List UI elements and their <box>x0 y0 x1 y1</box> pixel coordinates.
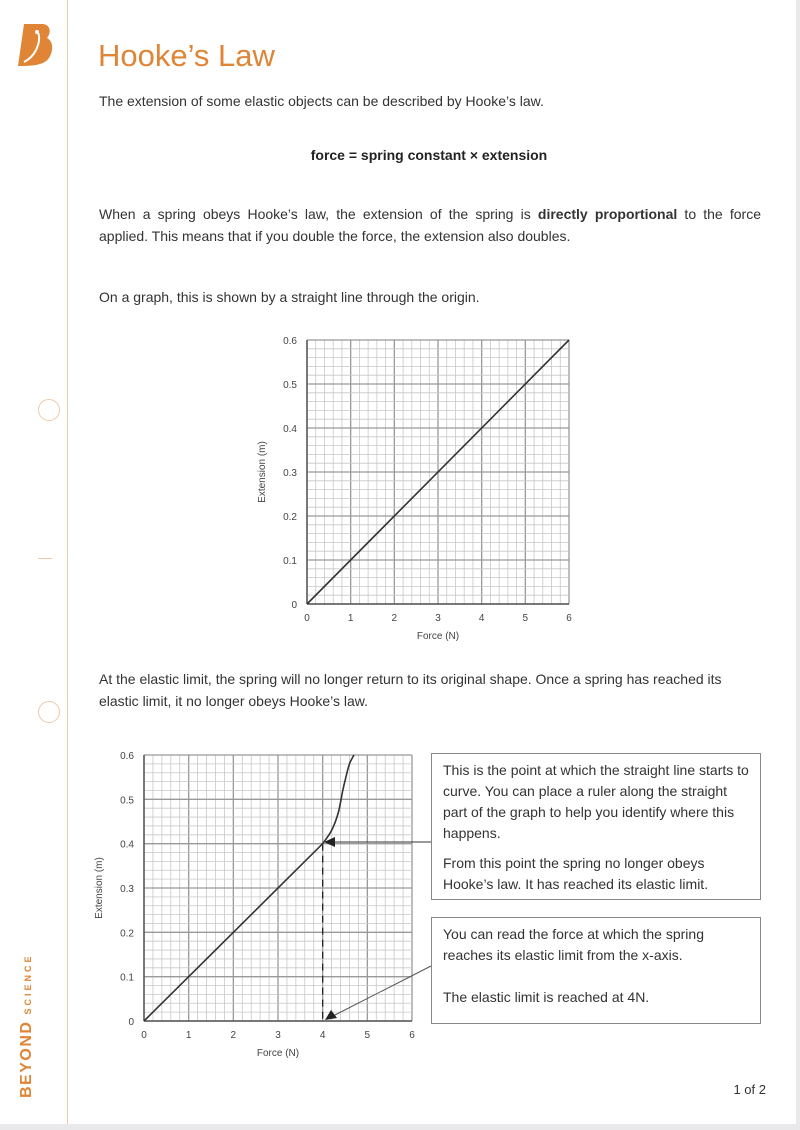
x-axis-label: Force (N) <box>416 631 460 642</box>
x-tick-label: 0 <box>141 1030 147 1041</box>
chart-elastic-limit <box>90 745 430 1075</box>
y-tick-label: 0.4 <box>283 424 297 435</box>
x-tick-label: 2 <box>230 1030 237 1041</box>
elastic-limit-paragraph: At the elastic limit, the spring will no longer return to its original shape. Once a spring has reached its elastic limit, it no longer obeys Hooke’s law. <box>99 671 722 709</box>
y-tick-label: 0.3 <box>283 468 297 479</box>
x-tick-label: 0 <box>304 613 310 624</box>
formula: force = spring constant × extension <box>310 147 548 163</box>
chart-linear <box>250 330 580 650</box>
callout-text: The elastic limit is reached at 4N. <box>443 989 650 1005</box>
page-number: 1 of 2 <box>733 1082 766 1097</box>
y-axis-label: Extension (m) <box>94 857 105 919</box>
callout-text: You can read the force at which the spring reaches its elastic limit from the x-axis. <box>443 926 704 963</box>
margin-line <box>67 0 68 1124</box>
page-title: Hooke’s Law <box>98 38 275 73</box>
y-tick-label: 0.3 <box>120 884 134 895</box>
bold-term: directly proportional <box>537 206 678 222</box>
x-axis-label: Force (N) <box>256 1048 300 1059</box>
beyond-b-logo-icon <box>16 22 54 68</box>
y-tick-label: 0.6 <box>283 336 297 347</box>
x-tick-label: 1 <box>347 613 354 624</box>
callout-curve-point <box>431 753 761 900</box>
x-tick-label: 6 <box>409 1030 415 1041</box>
y-tick-label: 0 <box>291 600 297 611</box>
binder-hole <box>38 399 60 421</box>
callout-read-force <box>431 917 761 1024</box>
x-tick-label: 5 <box>522 613 529 624</box>
y-tick-label: 0.5 <box>283 380 297 391</box>
y-tick-label: 0.5 <box>120 795 134 807</box>
y-tick-label: 0.1 <box>120 972 134 984</box>
y-tick-label: 0.2 <box>120 928 134 940</box>
proportional-paragraph <box>99 203 761 247</box>
y-tick-label: 0.2 <box>283 512 297 523</box>
brand-name: BEYOND <box>18 1020 35 1098</box>
y-tick-label: 0.6 <box>120 751 134 762</box>
text-run: to the force applied. This means that if you double the force, the extension also doubles. <box>99 206 761 244</box>
x-tick-label: 1 <box>185 1030 192 1041</box>
text-run: When a spring obeys Hooke’s law, the extension of the spring is <box>99 206 538 222</box>
fold-mark <box>38 558 52 559</box>
x-tick-label: 2 <box>391 613 398 624</box>
x-tick-label: 6 <box>566 613 572 624</box>
y-axis-label: Extension (m) <box>257 441 268 503</box>
x-tick-label: 4 <box>319 1030 326 1041</box>
y-tick-label: 0.4 <box>120 839 134 851</box>
brand-vertical <box>18 954 36 1098</box>
x-tick-label: 5 <box>364 1030 371 1041</box>
y-tick-label: 0 <box>128 1017 134 1028</box>
x-tick-label: 3 <box>275 1030 281 1041</box>
intro-text: The extension of some elastic objects can be described by Hooke’s law. <box>99 93 544 109</box>
y-tick-label: 0.1 <box>283 556 297 567</box>
callout-text: This is the point at which the straight line starts to curve. You can place a ruler along the straight part of the graph to help you identify where this happens. <box>443 762 749 841</box>
brand-sub: SCIENCE <box>23 953 33 1015</box>
graph-intro-text: On a graph, this is shown by a straight line through the origin. <box>99 289 480 305</box>
x-tick-label: 4 <box>478 613 485 624</box>
binder-hole <box>38 701 60 723</box>
x-tick-label: 3 <box>435 613 441 624</box>
callout-text: From this point the spring no longer obeys Hooke’s law. It has reached its elastic limit. <box>443 855 709 892</box>
